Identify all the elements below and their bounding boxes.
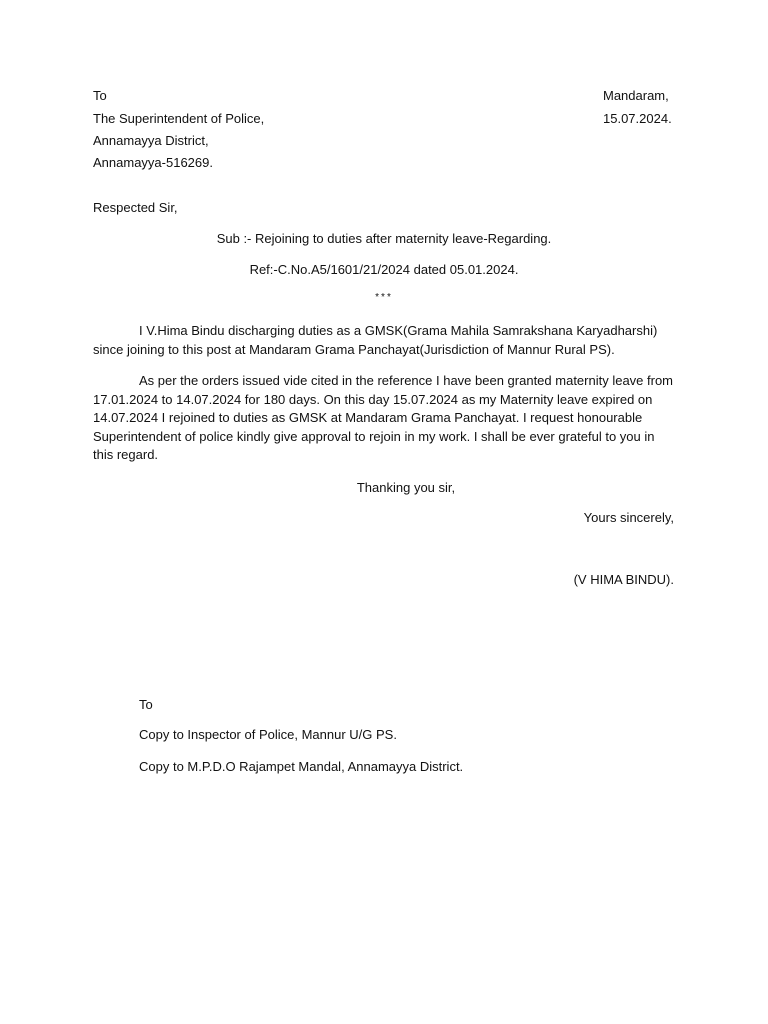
signature-line: (V HIMA BINDU). xyxy=(573,572,674,587)
recipient-line-1: The Superintendent of Police, xyxy=(93,111,265,126)
reference-line: Ref:-C.No.A5/1601/21/2024 dated 05.01.2024. xyxy=(249,262,519,277)
body-paragraph-1: I V.Hima Bindu discharging duties as a GMSK(Grama Mahila Samrakshana Karyadharshi) since joining to this post at Mandaram Grama Panchayat(Jurisdiction of Mannur Rural PS). xyxy=(93,323,658,357)
copy-to-label: To xyxy=(139,697,153,712)
salutation: Respected Sir, xyxy=(93,200,178,215)
thanks-line: Thanking you sir, xyxy=(356,480,456,495)
letter-place: Mandaram, xyxy=(603,88,669,103)
separator: *** xyxy=(375,292,393,303)
copy-to-item-2: Copy to M.P.D.O Rajampet Mandal, Annamayya District. xyxy=(139,759,464,774)
subject-line: Sub :- Rejoining to duties after maternity leave-Regarding. xyxy=(216,231,552,246)
closing-line: Yours sincerely, xyxy=(583,510,674,525)
body-paragraph-2: As per the orders issued vide cited in the reference I have been granted maternity leave from 17.01.2024 to 14.07.2024 for 180 days. On this day 15.07.2024 as my Maternity leave expired on 14.07.2024 I rejoined to duties as GMSK at Mandaram Grama Panchayat. I request honourable Superintendent of police kindly give approval to rejoin in my work. I shall be ever grateful to you in this regard. xyxy=(93,373,674,462)
copy-to-item-1: Copy to Inspector of Police, Mannur U/G PS. xyxy=(139,727,397,742)
to-label: To xyxy=(93,88,107,103)
letter-date: 15.07.2024. xyxy=(603,111,672,126)
recipient-line-3: Annamayya-516269. xyxy=(93,155,213,170)
recipient-line-2: Annamayya District, xyxy=(93,133,209,148)
